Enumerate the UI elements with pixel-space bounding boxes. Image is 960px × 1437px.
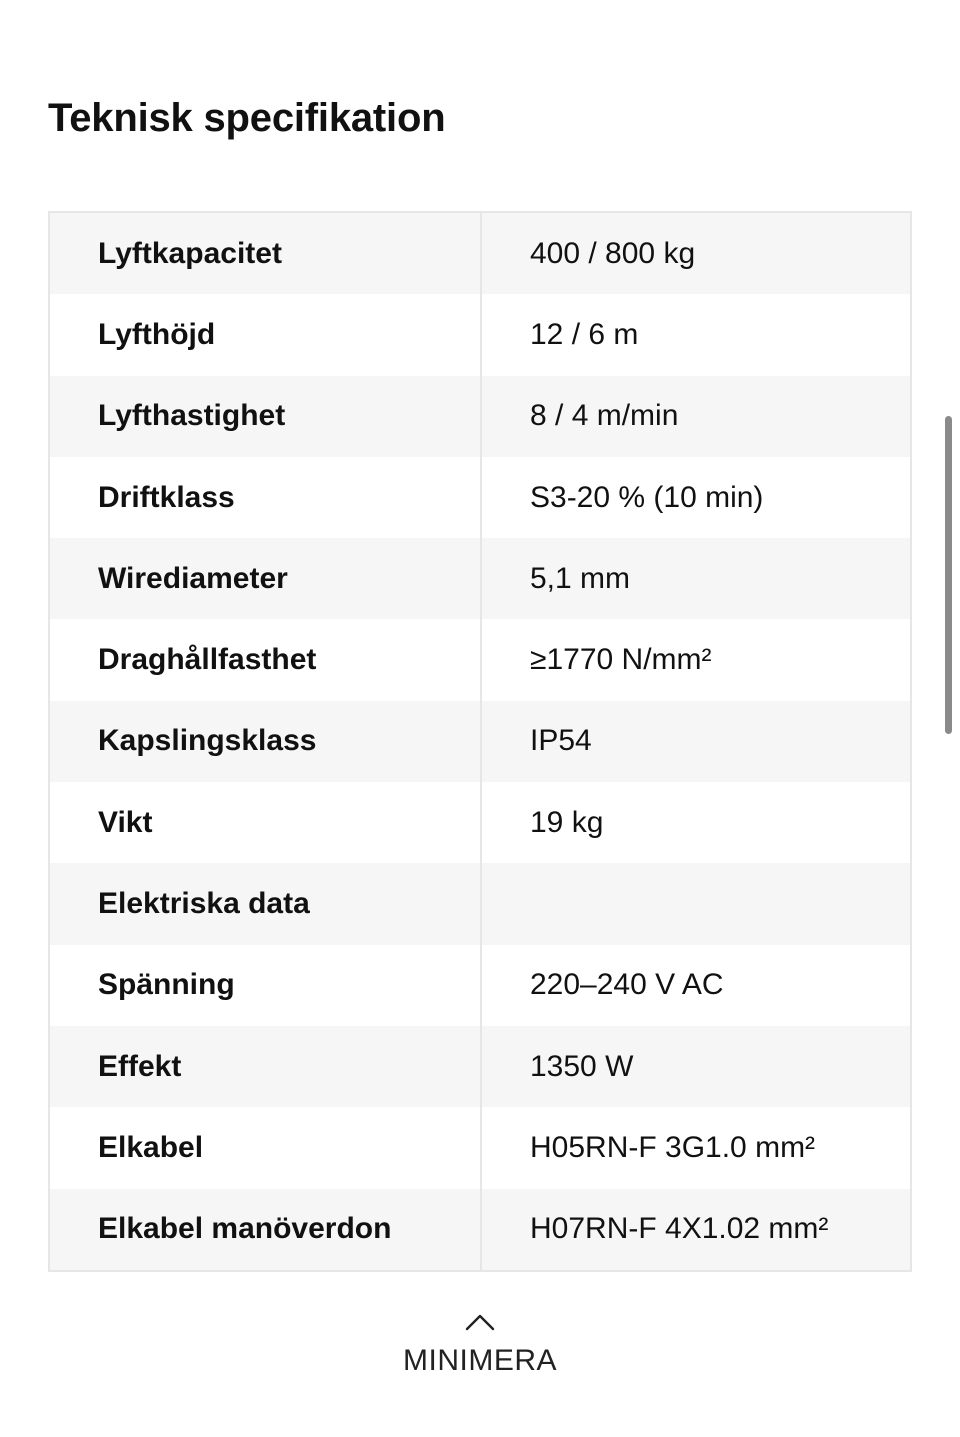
spec-label: Elkabel [50, 1107, 482, 1188]
spec-value: H07RN-F 4X1.02 mm² [530, 1212, 829, 1246]
spec-row-spanning [50, 945, 910, 1026]
spec-label: Vikt [50, 782, 482, 863]
spec-row-elektriska-data [50, 863, 910, 944]
minimize-button[interactable] [380, 1300, 580, 1390]
spec-table [48, 211, 912, 1272]
minimize-label: MINIMERA [403, 1344, 557, 1377]
spec-row-effekt [50, 1026, 910, 1107]
spec-row-elkabel [50, 1107, 910, 1188]
spec-value: 19 kg [530, 805, 604, 839]
spec-value: H05RN-F 3G1.0 mm² [530, 1130, 816, 1164]
spec-label: Wirediameter [50, 538, 482, 619]
chevron-up-icon [465, 1312, 495, 1332]
spec-value: 220–240 V AC [530, 968, 724, 1002]
spec-value [482, 863, 910, 944]
spec-row-kapslingsklass [50, 701, 910, 782]
spec-label: Lyfthastighet [50, 376, 482, 457]
spec-row-draghallfasthet [50, 619, 910, 700]
spec-row-lyftkapacitet [50, 213, 910, 294]
spec-label: Lyftkapacitet [50, 213, 482, 294]
spec-label: Elkabel manöverdon [50, 1189, 482, 1270]
spec-label: Driftklass [50, 457, 482, 538]
spec-value: 400 / 800 kg [530, 236, 696, 270]
spec-row-lyfthojd [50, 294, 910, 375]
spec-label: Kapslingsklass [50, 701, 482, 782]
spec-value: 5,1 mm [530, 561, 631, 595]
spec-value: IP54 [530, 724, 592, 758]
page-title: Teknisk specifikation [48, 96, 446, 140]
spec-label: Effekt [50, 1026, 482, 1107]
spec-row-driftklass [50, 457, 910, 538]
spec-value: ≥1770 N/mm² [530, 643, 712, 677]
spec-label: Spänning [50, 945, 482, 1026]
spec-row-elkabel-manoverdon [50, 1189, 910, 1270]
spec-value: 12 / 6 m [530, 317, 639, 351]
spec-label: Elektriska data [50, 863, 482, 944]
spec-value: 8 / 4 m/min [530, 399, 679, 433]
spec-value: S3-20 % (10 min) [530, 480, 764, 514]
spec-value: 1350 W [530, 1049, 634, 1083]
spec-row-wirediameter [50, 538, 910, 619]
spec-label: Lyfthöjd [50, 294, 482, 375]
spec-row-lyfthastighet [50, 376, 910, 457]
scrollbar[interactable] [945, 416, 952, 734]
spec-row-vikt [50, 782, 910, 863]
spec-label: Draghållfasthet [50, 619, 482, 700]
